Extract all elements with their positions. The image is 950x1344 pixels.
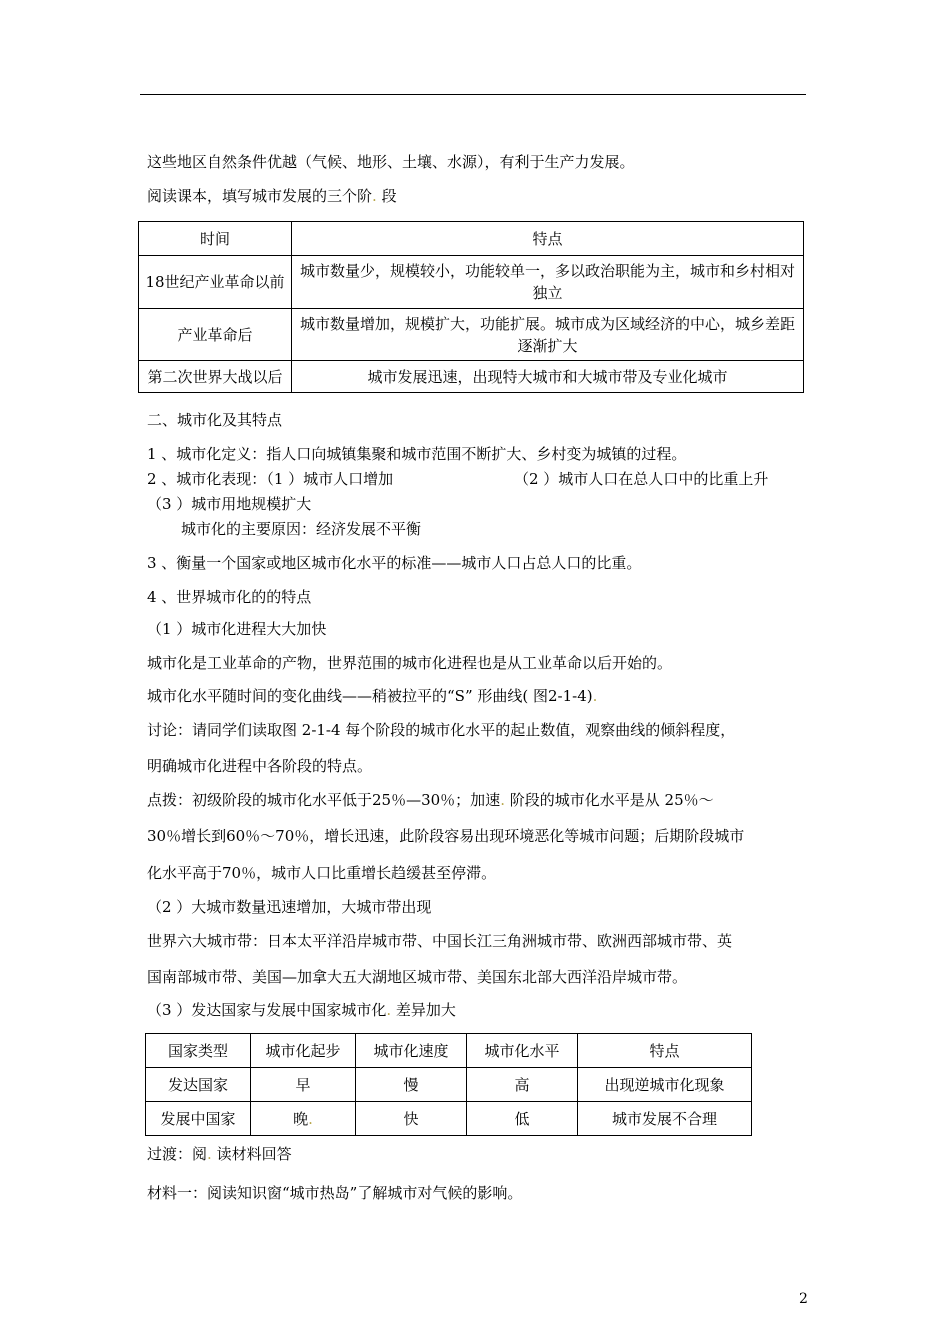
text-line: 讨论：请同学们读取图 2-1-4 每个阶段的城市化水平的起止数值，观察曲线的倾斜程度， [147, 721, 736, 739]
header-rule [140, 94, 806, 95]
table-cell: 城市发展迅速，出现特大城市和大城市带及专业化城市 [292, 361, 804, 393]
table-header: 城市化水平 [467, 1034, 578, 1068]
table-cell: 发达国家 [146, 1068, 251, 1102]
table-cell: 城市数量少，规模较小，功能较单一，多以政治职能为主，城市和乡村相对独立 [292, 256, 804, 309]
text-line: 30％增长到60％～70％，增长迅速，此阶段容易出现环境恶化等城市问题；后期阶段城市 [147, 827, 745, 845]
text-line: 点拨：初级阶段的城市化水平低于25％—30％；加速. 阶段的城市化水平是从 25％～ [147, 791, 714, 809]
text-line: 2 、城市化表现：（1 ）城市人口增加 [147, 470, 394, 488]
table-cell: 18世纪产业革命以前 [139, 256, 292, 309]
text-line: 4 、世界城市化的的特点 [147, 588, 312, 606]
text-line: 城市化是工业革命的产物，世界范围的城市化进程也是从工业革命以后开始的。 [147, 654, 673, 672]
page-number: 2 [799, 1291, 808, 1307]
table-header: 特点 [578, 1034, 752, 1068]
text-line: 这些地区自然条件优越（气候、地形、土壤、水源），有利于生产力发展。 [147, 153, 635, 171]
table-header: 城市化起步 [251, 1034, 356, 1068]
table-header: 特点 [292, 222, 804, 256]
text-line: 1 、城市化定义：指人口向城镇集聚和城市范围不断扩大、乡村变为城镇的过程。 [147, 445, 687, 463]
text-line: 国南部城市带、美国—加拿大五大湖地区城市带、美国东北部大西洋沿岸城市带。 [147, 968, 688, 986]
table-cell: 产业革命后 [139, 309, 292, 361]
table-cell: 低 [467, 1102, 578, 1136]
text-line: 材料一：阅读知识窗“城市热岛”了解城市对气候的影响。 [147, 1184, 523, 1202]
table-cell: 第二次世界大战以后 [139, 361, 292, 393]
text-line: 化水平高于70％，城市人口比重增长趋缓甚至停滞。 [147, 864, 497, 882]
section-heading: 二、城市化及其特点 [147, 411, 283, 429]
text-line: 城市化的主要原因：经济发展不平衡 [181, 520, 422, 538]
table-header: 城市化速度 [356, 1034, 467, 1068]
text-line: （2 ）城市人口在总人口中的比重上升 [514, 470, 769, 488]
text-line: （3 ）发达国家与发展中国家城市化. 差异加大 [147, 1001, 456, 1019]
text-line: 城市化水平随时间的变化曲线——稍被拉平的“S” 形曲线( 图2-1-4). [147, 687, 598, 705]
text-line: （1 ）城市化进程大大加快 [147, 620, 327, 638]
city-development-table [138, 221, 804, 393]
table-cell: 早 [251, 1068, 356, 1102]
text-line: （3 ）城市用地规模扩大 [147, 495, 312, 513]
table-cell: 城市发展不合理 [578, 1102, 752, 1136]
table-cell: 快 [356, 1102, 467, 1136]
table-header: 时间 [139, 222, 292, 256]
text-line: 世界六大城市带：日本太平洋沿岸城市带、中国长江三角洲城市带、欧洲西部城市带、英 [147, 932, 733, 950]
table-cell: 晚. [251, 1102, 356, 1136]
table-cell: 高 [467, 1068, 578, 1102]
urbanization-comparison-table [145, 1033, 752, 1136]
table-header: 国家类型 [146, 1034, 251, 1068]
table-cell: 发展中国家 [146, 1102, 251, 1136]
table-cell: 城市数量增加，规模扩大，功能扩展。城市成为区域经济的中心，城乡差距逐渐扩大 [292, 309, 804, 361]
text-line: 阅读课本，填写城市发展的三个阶. 段 [147, 187, 397, 205]
table-cell: 慢 [356, 1068, 467, 1102]
table-cell: 出现逆城市化现象 [578, 1068, 752, 1102]
text-line: 3 、衡量一个国家或地区城市化水平的标准——城市人口占总人口的比重。 [147, 554, 642, 572]
text-line: （2 ）大城市数量迅速增加，大城市带出现 [147, 898, 432, 916]
text-line: 明确城市化进程中各阶段的特点。 [147, 757, 373, 775]
text-line: 过渡：阅. 读材料回答 [147, 1145, 292, 1163]
